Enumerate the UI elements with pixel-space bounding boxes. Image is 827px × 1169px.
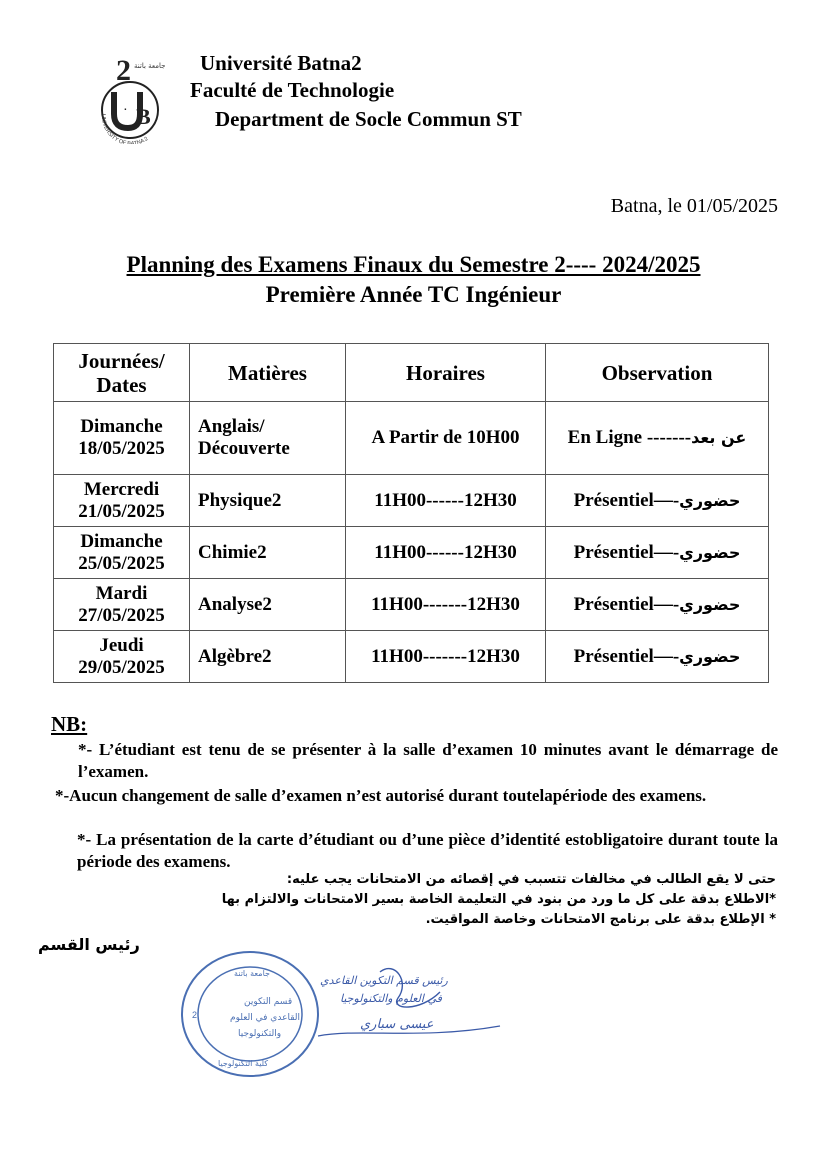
arabic-notes [216,870,776,930]
cell-horaire: A Partir de 10H00 [346,402,546,475]
cell-date: Dimanche 25/05/2025 [54,527,190,579]
cell-date: Jeudi 29/05/2025 [54,631,190,683]
cell-matiere: Algèbre2 [190,631,346,683]
cell-horaire: 11H00------12H30 [346,527,546,579]
svg-text:جامعة باتنة: جامعة باتنة [234,969,270,978]
svg-text:كلية التكنولوجيا: كلية التكنولوجيا [218,1059,269,1068]
svg-text:.: . [124,102,127,113]
cell-horaire: 11H00-------12H30 [346,631,546,683]
svg-text:في العلوم والتكنولوجيا: في العلوم والتكنولوجيا [340,992,442,1005]
note-item: *-Aucun changement de salle d’examen n’est autorisé durant toutelapériode des examens. [55,786,707,805]
svg-text:B: B [136,104,151,129]
arabic-note-line: *الاطلاع بدقة على كل ما ورد من بنود في التعليمة الخاصة بسير الامتحانات والالتزام بها [221,892,776,907]
svg-text:القاعدي في العلوم: القاعدي في العلوم [230,1013,300,1023]
header-observation: Observation [546,344,769,402]
table-row [54,402,769,475]
svg-text:2: 2 [192,1010,198,1020]
svg-text:عيسى سباري: عيسى سباري [360,1017,434,1032]
cell-matiere: Chimie2 [190,527,346,579]
table-row [54,631,769,683]
svg-text:والتكنولوجيا: والتكنولوجيا [238,1029,282,1039]
header-horaires: Horaires [346,344,546,402]
svg-text:رئيس قسم التكوين القاعدي: رئيس قسم التكوين القاعدي [320,974,448,987]
cell-matiere: Physique2 [190,475,346,527]
note-item: *- La présentation de la carte d’étudiant ou d’une pièce d’identité estobligatoire durant toute la période des examens. [77,830,778,871]
cell-date: Mardi 27/05/2025 [54,579,190,631]
cell-horaire: 11H00-------12H30 [346,579,546,631]
cell-matiere: Analyse2 [190,579,346,631]
arabic-note-line: حتى لا يقع الطالب في مخالفات تتسبب في إقصائه من الامتحانات يجب عليه: [286,872,776,887]
document-date: Batna, le 01/05/2025 [610,195,778,217]
table-row [54,579,769,631]
department-name: Department de Socle Commun ST [215,107,522,131]
handwritten-signature [300,962,520,1042]
header-dates: Journées/ Dates [54,344,190,402]
logo-caption: UNIVERSITY OF B TNA 2 [99,113,150,144]
note-item: *- L’étudiant est tenu de se présenter à la salle d’examen 10 minutes avant le démarrage de l’examen. [78,740,778,781]
svg-text:جامعة باتنة: جامعة باتنة [134,62,166,70]
notes-label: NB: [51,712,88,736]
table-row [54,527,769,579]
cell-date: Dimanche 18/05/2025 [54,402,190,475]
cell-matiere: Anglais/ Découverte [190,402,346,475]
faculty-name: Faculté de Technologie [190,78,395,102]
cell-horaire: 11H00------12H30 [346,475,546,527]
university-logo [92,52,170,144]
document-title: Planning des Examens Finaux du Semestre 2---- 2024/2025 [126,252,701,277]
table-header-row [54,344,769,402]
exam-schedule-table [53,343,769,683]
cell-observation: Présentiel—-حضوري [546,579,769,631]
cell-observation: Présentiel—-حضوري [546,527,769,579]
document-subtitle: Première Année TC Ingénieur [265,282,562,307]
cell-observation: En Ligne -------عن بعد [546,402,769,475]
signature-title: رئيس القسم [38,935,140,954]
header-matieres: Matières [190,344,346,402]
cell-date: Mercredi 21/05/2025 [54,475,190,527]
university-name: Université Batna2 [200,51,362,75]
svg-text:قسم التكوين: قسم التكوين [244,997,293,1007]
cell-observation: Présentiel—-حضوري [546,475,769,527]
svg-text:2: 2 [116,54,131,87]
cell-observation: Présentiel—-حضوري [546,631,769,683]
table-row [54,475,769,527]
arabic-note-line: * الإطلاع بدقة على برنامج الامتحانات وخاصة المواقيت. [425,912,776,927]
